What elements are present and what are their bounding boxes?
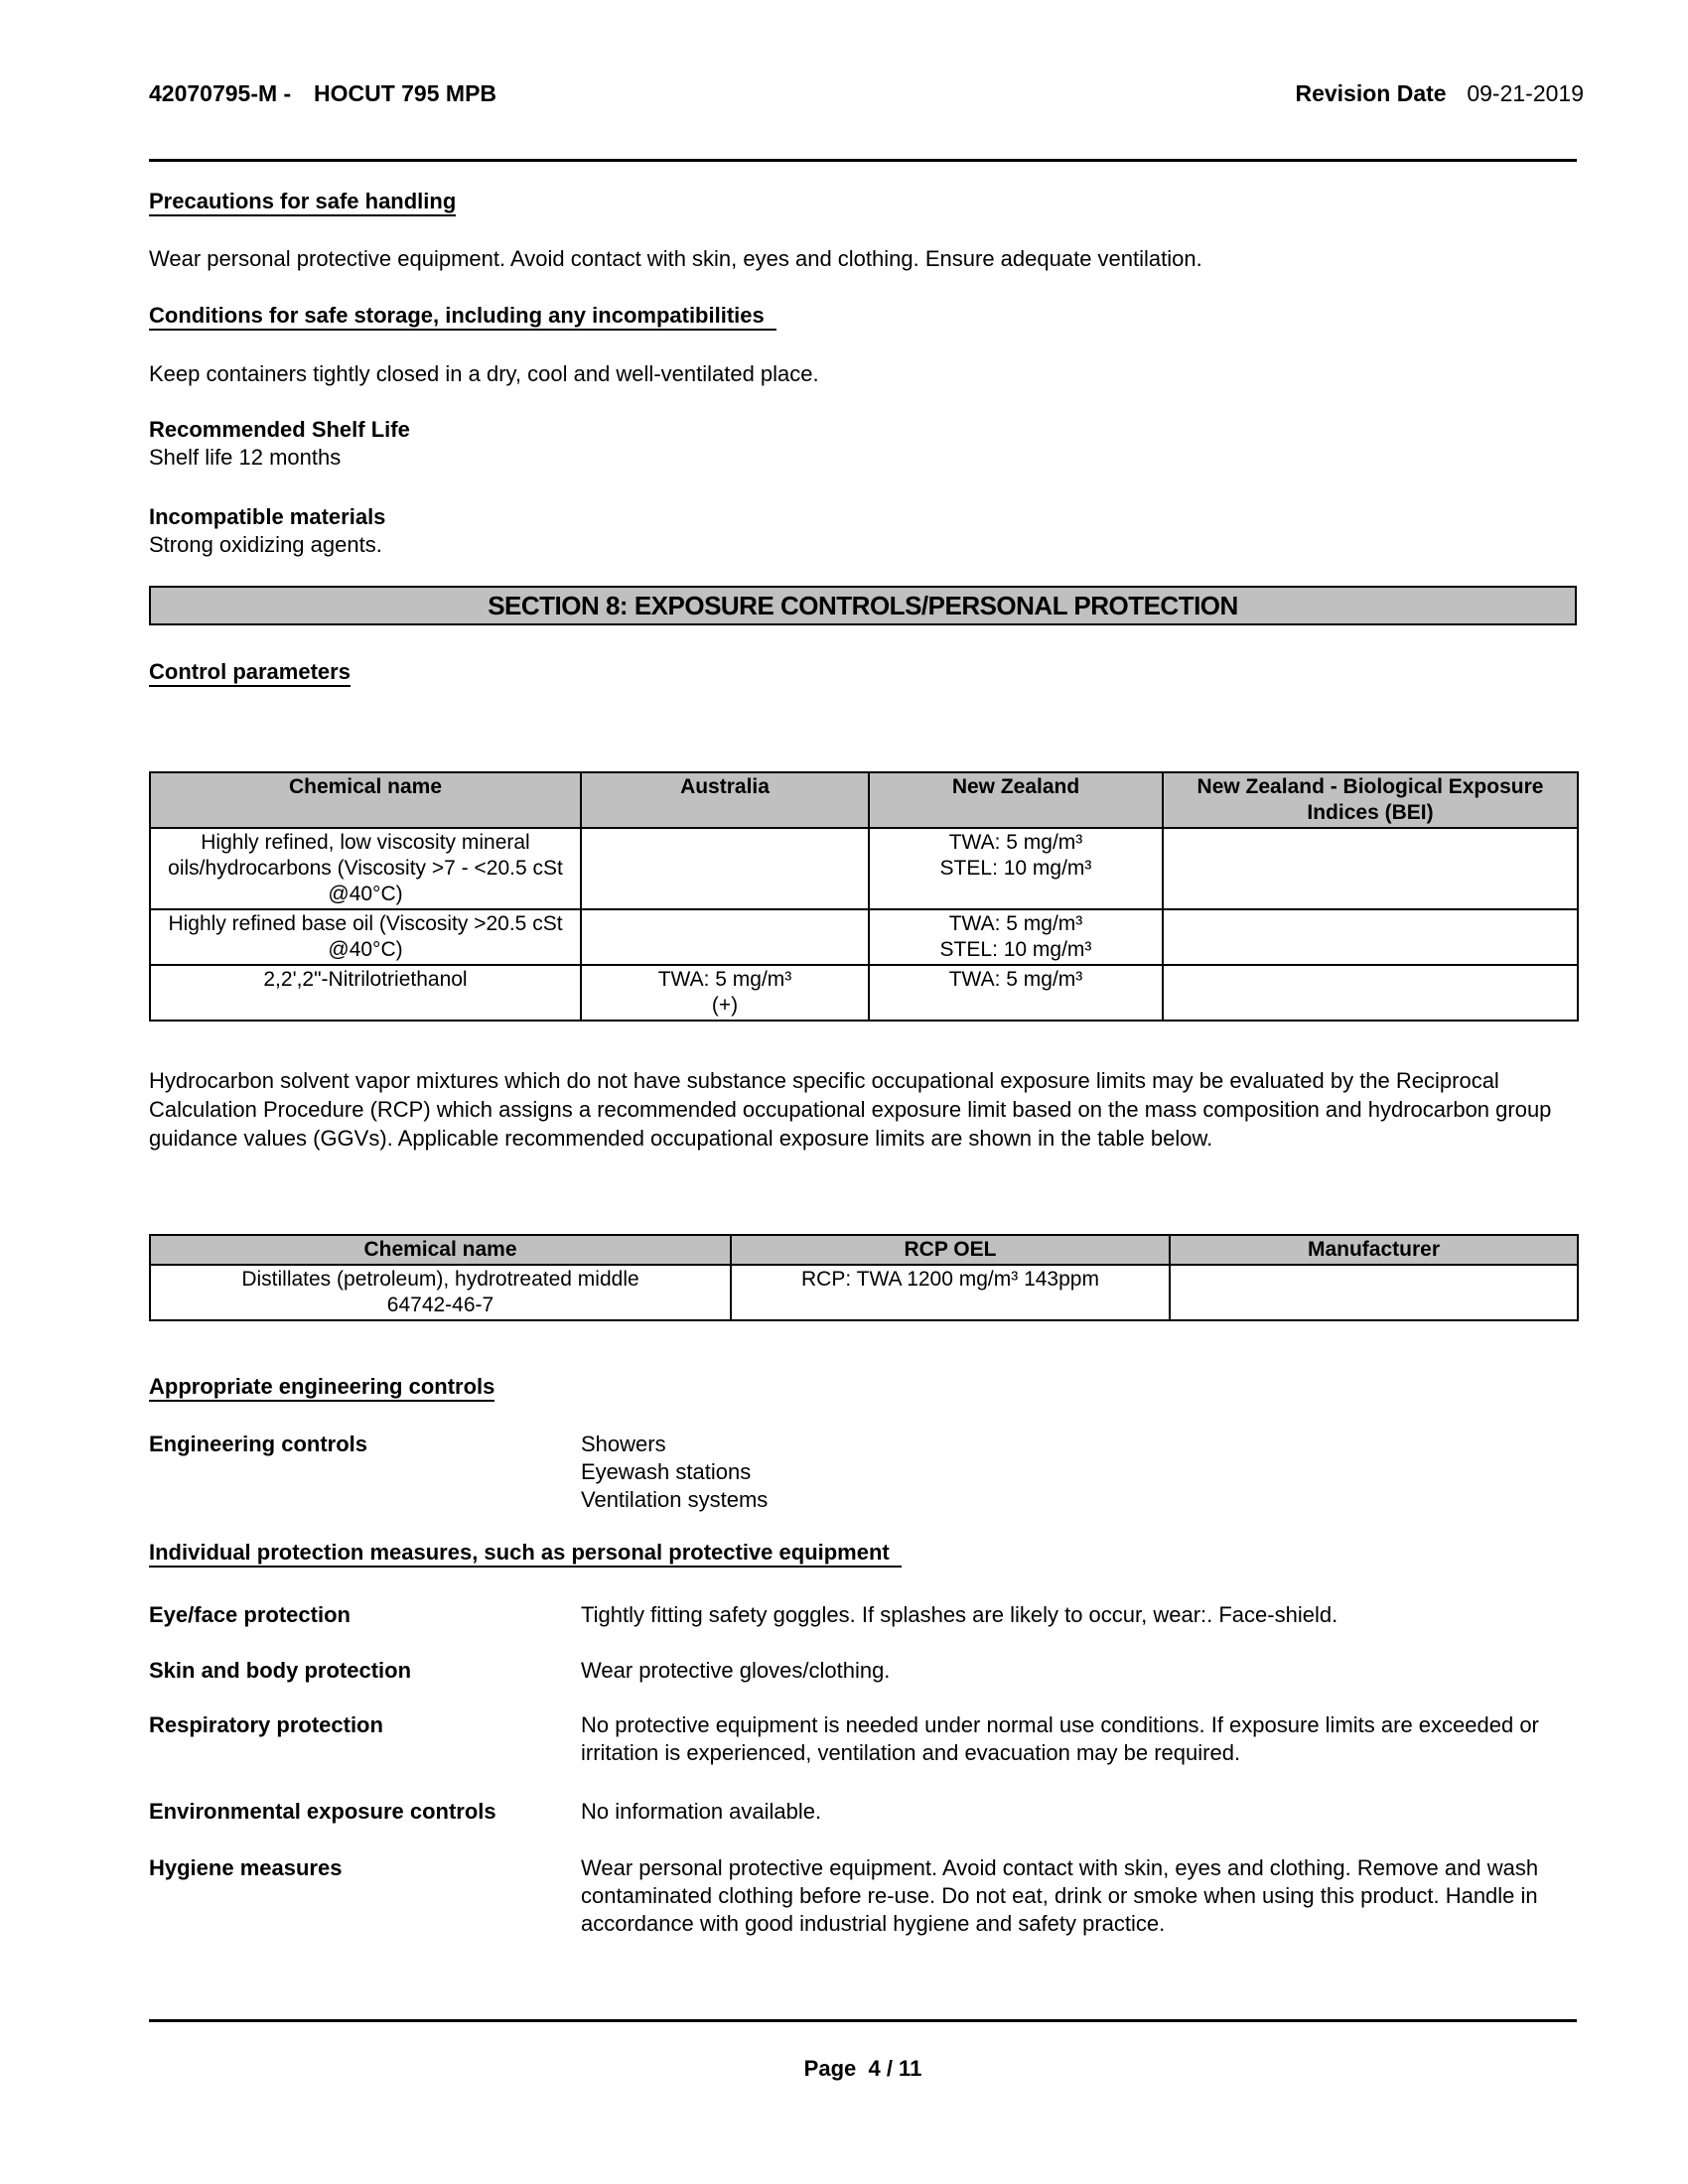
exposure-cell-new-zealand: TWA: 5 mg/m³: [869, 965, 1163, 1021]
document-header: [149, 80, 496, 107]
header-rule: [149, 159, 1577, 162]
incompatible-text: Strong oxidizing agents.: [149, 532, 382, 557]
table-row: [150, 828, 1578, 909]
exposure-limits-table-wrap: [149, 771, 1577, 1022]
control-parameters-section: [149, 659, 1577, 685]
rcp-oel-table: [149, 1234, 1579, 1321]
document-id: 42070795-M -: [149, 80, 292, 106]
rcp-table-wrap: [149, 1234, 1577, 1321]
page-number: Page 4 / 11: [803, 2056, 922, 2081]
engineering-controls-label: Engineering controls: [149, 1432, 368, 1456]
exposure-cell-chemical: Highly refined, low viscosity mineral oils/hydrocarbons (Viscosity >7 - <20.5 cSt @40°C): [150, 828, 581, 909]
rcp-cell-chemical: Distillates (petroleum), hydrotreated middle 64742-46-7: [150, 1265, 731, 1320]
shelf-life-heading: Recommended Shelf Life: [149, 417, 410, 442]
exposure-cell-new-zealand: TWA: 5 mg/m³ STEL: 10 mg/m³: [869, 828, 1163, 909]
table-row: [150, 965, 1578, 1021]
exposure-col-new-zealand: New Zealand: [869, 772, 1163, 828]
exposure-table-header-row: [150, 772, 1578, 828]
eye-face-protection-label: Eye/face protection: [149, 1602, 351, 1627]
revision-date-label: Revision Date: [1295, 80, 1447, 106]
table-row: [150, 909, 1578, 965]
skin-body-protection-label: Skin and body protection: [149, 1658, 412, 1683]
hygiene-measures-label: Hygiene measures: [149, 1855, 343, 1880]
engineering-heading: Appropriate engineering controls: [149, 1374, 494, 1402]
revision-header: [1295, 80, 1584, 107]
respiratory-protection-label: Respiratory protection: [149, 1712, 383, 1737]
rcp-cell-manufacturer: [1170, 1265, 1578, 1320]
exposure-cell-australia: [581, 909, 869, 965]
section8-header-bar: [149, 586, 1577, 625]
rcp-paragraph: Hydrocarbon solvent vapor mixtures which do not have substance specific occupational exposure limits may be evaluated by the Reciprocal Calculation Procedure (RCP) which assigns a recommended occupational exposure limit based on the mass composition and hydrocarbon group guidance values (GGVs). Applicable recommended occupational exposure limits are shown in the table below.: [149, 1068, 1552, 1151]
skin-body-protection-value: Wear protective gloves/clothing.: [581, 1658, 891, 1683]
incompatible-heading: Incompatible materials: [149, 504, 386, 529]
handling-text: Wear personal protective equipment. Avoid contact with skin, eyes and clothing. Ensure adequate ventilation.: [149, 246, 1202, 271]
environmental-exposure-label: Environmental exposure controls: [149, 1799, 496, 1824]
footer-rule: [149, 2019, 1577, 2022]
section8-title: SECTION 8: EXPOSURE CONTROLS/PERSONAL PROTECTION: [488, 590, 1238, 620]
product-name: HOCUT 795 MPB: [313, 80, 497, 106]
exposure-col-nz-bei: New Zealand - Biological Exposure Indices (BEI): [1163, 772, 1578, 828]
storage-heading: Conditions for safe storage, including any incompatibilities: [149, 303, 776, 331]
eye-face-protection-value: Tightly fitting safety goggles. If splashes are likely to occur, wear:. Face-shield.: [581, 1602, 1338, 1627]
handling-section: [149, 189, 1577, 214]
exposure-cell-new-zealand: TWA: 5 mg/m³ STEL: 10 mg/m³: [869, 909, 1163, 965]
storage-text: Keep containers tightly closed in a dry, cool and well-ventilated place.: [149, 361, 819, 386]
exposure-cell-australia: TWA: 5 mg/m³ (+): [581, 965, 869, 1021]
exposure-cell-bei: [1163, 965, 1578, 1021]
individual-protection-section: [149, 1540, 1577, 1566]
rcp-col-rcp-oel: RCP OEL: [731, 1235, 1170, 1265]
respiratory-protection-value: No protective equipment is needed under normal use conditions. If exposure limits are exceeded or irritation is experienced, ventilation and evacuation may be required.: [581, 1712, 1539, 1765]
exposure-cell-australia: [581, 828, 869, 909]
rcp-col-manufacturer: Manufacturer: [1170, 1235, 1578, 1265]
shelf-life-text: Shelf life 12 months: [149, 445, 342, 470]
table-row: [150, 1265, 1578, 1320]
exposure-cell-chemical: 2,2',2"-Nitrilotriethanol: [150, 965, 581, 1021]
rcp-col-chemical-name: Chemical name: [150, 1235, 731, 1265]
environmental-exposure-value: No information available.: [581, 1799, 822, 1824]
rcp-table-header-row: [150, 1235, 1578, 1265]
control-parameters-heading: Control parameters: [149, 659, 351, 687]
revision-date-value: 09-21-2019: [1467, 80, 1584, 106]
individual-protection-heading: Individual protection measures, such as personal protective equipment: [149, 1540, 902, 1568]
exposure-cell-bei: [1163, 909, 1578, 965]
exposure-cell-chemical: Highly refined base oil (Viscosity >20.5 cSt @40°C): [150, 909, 581, 965]
engineering-controls-value: Showers Eyewash stations Ventilation systems: [581, 1432, 769, 1512]
rcp-cell-oel: RCP: TWA 1200 mg/m³ 143ppm: [731, 1265, 1170, 1320]
engineering-section: [149, 1374, 1577, 1400]
exposure-limits-table: [149, 771, 1579, 1022]
exposure-col-australia: Australia: [581, 772, 869, 828]
exposure-col-chemical-name: Chemical name: [150, 772, 581, 828]
hygiene-measures-value: Wear personal protective equipment. Avoid contact with skin, eyes and clothing. Remove and wash contaminated clothing before re-use. Do not eat, drink or smoke when using this product. Handle in accordance with good industrial hygiene and safety practice.: [581, 1855, 1539, 1936]
handling-heading: Precautions for safe handling: [149, 189, 456, 216]
storage-section: [149, 303, 1577, 329]
exposure-cell-bei: [1163, 828, 1578, 909]
engineering-controls-row: [149, 1431, 1577, 1520]
